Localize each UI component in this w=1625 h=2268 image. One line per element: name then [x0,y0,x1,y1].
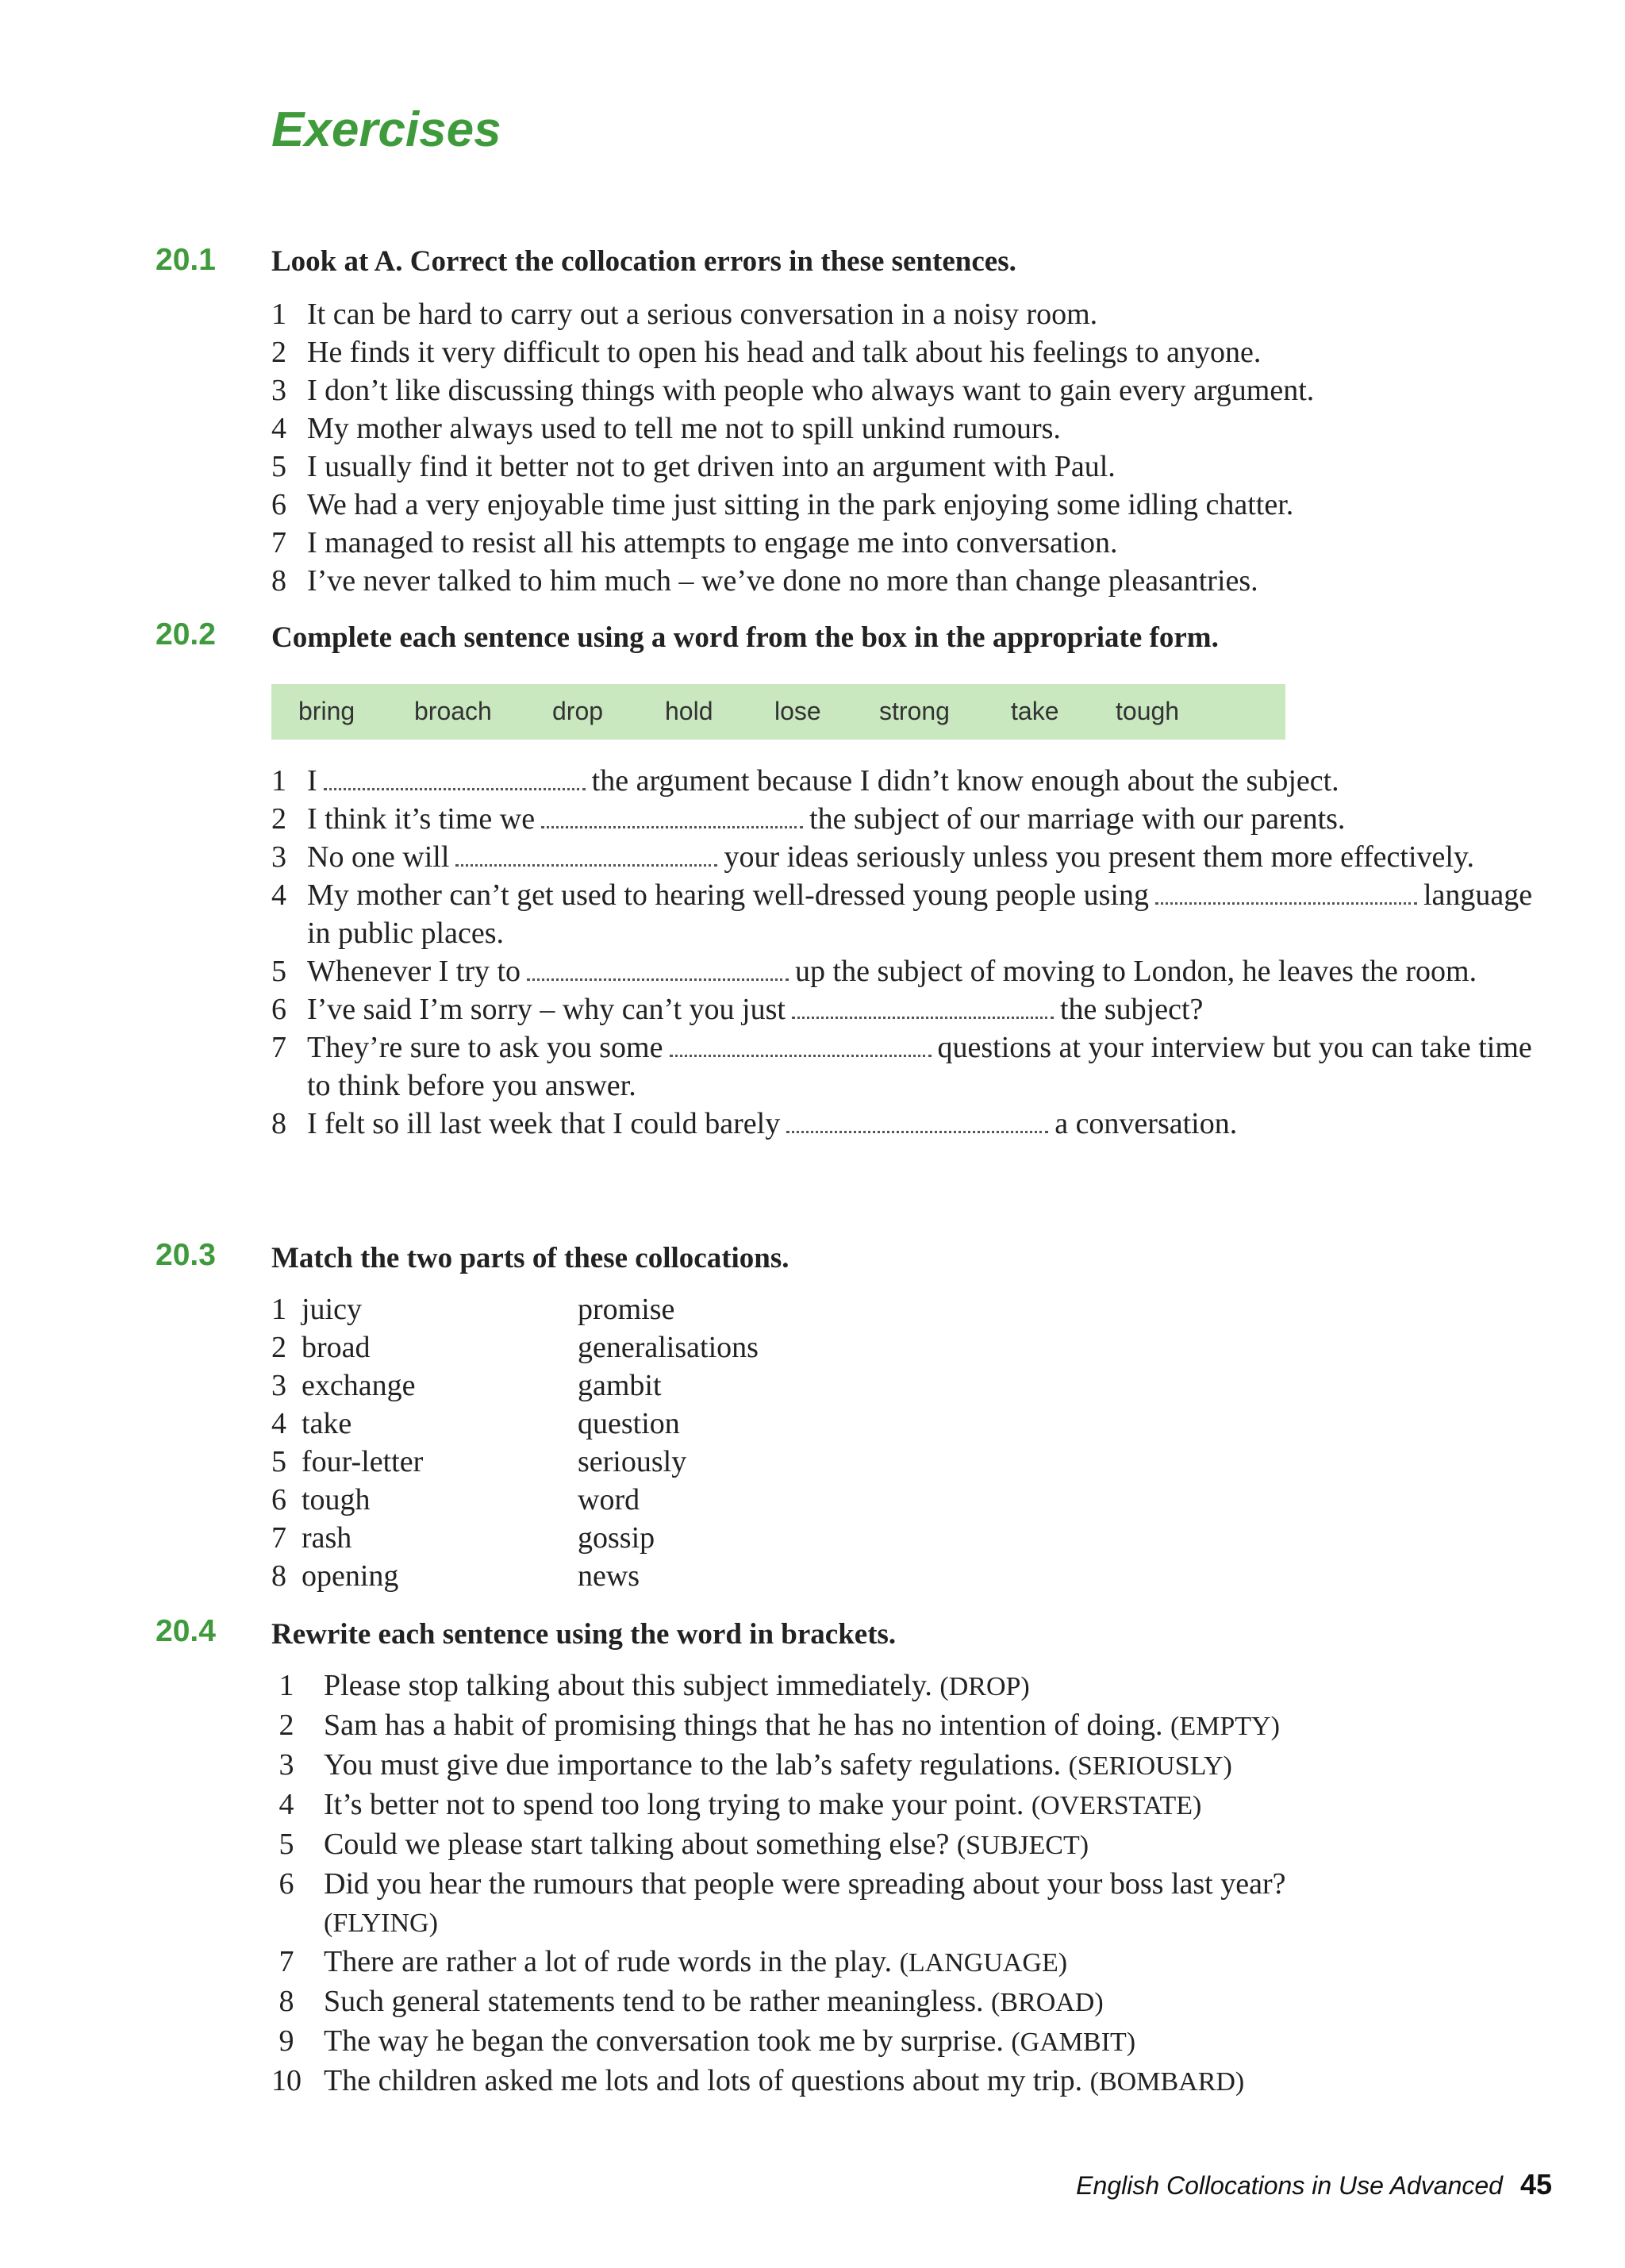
list-item: 7 They’re sure to ask you some questions at your interview but you can take time to think before you answer. [271,1031,1532,1102]
box-word: lose [774,697,821,725]
bracket-word: (LANGUAGE) [899,1948,1068,1978]
list-item: 4 My mother always used to tell me not to spill unkind rumours. [271,412,1061,445]
box-word: drop [552,697,604,725]
answer-blank[interactable] [670,1047,932,1057]
page-footer [1076,2168,1552,2201]
exercise-instruction: Complete each sentence using a word from the box in the appropriate form. [271,621,1219,654]
match-left-item: 1 juicy [271,1293,362,1326]
exercise-list [271,762,1541,1143]
match-left-column [271,1290,423,1595]
exercise-instruction: Match the two parts of these collocations. [271,1242,789,1274]
match-left-item: 2 broad [271,1331,371,1364]
match-left-item: 4 take [271,1407,352,1440]
bracket-word: (BROAD) [991,1988,1104,2017]
answer-blank[interactable] [786,1123,1048,1133]
list-item: 2 He finds it very difficult to open his head and talk about his feelings to anyone. [271,336,1262,369]
book-title: English Collocations in Use Advanced [1076,2171,1503,2200]
box-word: broach [414,697,492,725]
answer-blank[interactable] [541,818,803,828]
list-item: 8 Such general statements tend to be rather meaningless. (BROAD) [271,1985,1104,2018]
answer-blank[interactable] [324,780,586,790]
list-item: 2 Sam has a habit of promising things that he has no intention of doing. (EMPTY) [271,1709,1280,1742]
match-right-item: seriously [578,1445,687,1478]
bracket-word: (EMPTY) [1170,1712,1280,1741]
exercise-instruction: Rewrite each sentence using the word in brackets. [271,1618,897,1651]
list-item: 6 Did you hear the rumours that people were spreading about your boss last year? (FLYING) [271,1867,1286,1938]
exercise-list [271,1666,1398,2101]
page-title: Exercises [271,102,501,157]
list-item: 7 There are rather a lot of rude words in the play. (LANGUAGE) [271,1945,1068,1978]
word-box [271,684,1285,740]
match-left-item: 3 exchange [271,1369,416,1402]
list-item: 4 It’s better not to spend too long trying to make your point. (OVERSTATE) [271,1788,1202,1821]
list-item: 6 We had a very enjoyable time just sitting in the park enjoying some idling chatter. [271,488,1294,521]
match-right-item: generalisations [578,1331,759,1364]
match-left-item: 8 opening [271,1559,399,1593]
list-item: 1 I the argument because I didn’t know enough about the subject. [271,764,1339,798]
match-right-item: question [578,1407,680,1440]
list-item: 7 I managed to resist all his attempts to engage me into conversation. [271,526,1118,559]
list-item: 10 The children asked me lots and lots of questions about my trip. (BOMBARD) [271,2064,1245,2097]
list-item: 9 The way he began the conversation took me by surprise. (GAMBIT) [271,2024,1136,2058]
match-right-item: promise [578,1293,675,1326]
exercise-number: 20.4 [156,1614,216,1648]
match-left-item: 6 tough [271,1483,371,1516]
exercise-number: 20.2 [156,617,216,652]
exercise-list [271,295,1541,600]
exercise-number: 20.3 [156,1238,216,1272]
exercise-instruction: Look at A. Correct the collocation errors in these sentences. [271,245,1016,278]
list-item: 5 Whenever I try to up the subject of moving to London, he leaves the room. [271,955,1477,988]
box-word: take [1011,697,1059,725]
match-right-item: word [578,1483,640,1516]
list-item: 4 My mother can’t get used to hearing well-dressed young people using language in public places. [271,878,1533,950]
list-item: 5 I usually find it better not to get driven into an argument with Paul. [271,450,1116,483]
box-word: tough [1116,697,1180,725]
answer-blank[interactable] [455,856,717,867]
list-item: 3 You must give due importance to the lab’s safety regulations. (SERIOUSLY) [271,1748,1232,1782]
page-number: 45 [1519,2168,1552,2201]
match-right-column [578,1290,759,1595]
exercise-number: 20.1 [156,243,216,277]
match-right-item: gossip [578,1521,655,1555]
box-word: hold [665,697,713,725]
list-item: 8 I felt so ill last week that I could barely a conversation. [271,1107,1238,1140]
box-word: strong [879,697,950,725]
list-item: 5 Could we please start talking about something else? (SUBJECT) [271,1828,1089,1861]
bracket-word: (DROP) [939,1672,1030,1701]
list-item: 2 I think it’s time we the subject of our marriage with our parents. [271,802,1346,836]
list-item: 1 It can be hard to carry out a serious conversation in a noisy room. [271,298,1098,331]
list-item: 1 Please stop talking about this subject immediately. (DROP) [271,1669,1030,1702]
match-left-item: 5 four-letter [271,1445,424,1478]
answer-blank[interactable] [527,971,789,981]
list-item: 3 I don’t like discussing things with people who always want to gain every argument. [271,374,1315,407]
bracket-word: (FLYING) [324,1909,438,1938]
list-item: 6 I’ve said I’m sorry – why can’t you just the subject? [271,993,1204,1026]
answer-blank[interactable] [792,1009,1054,1019]
list-item: 8 I’ve never talked to him much – we’ve done no more than change pleasantries. [271,564,1258,598]
answer-blank[interactable] [1155,894,1417,905]
box-word: bring [298,697,355,725]
match-right-item: news [578,1559,640,1593]
bracket-word: (OVERSTATE) [1031,1791,1202,1820]
bracket-word: (BOMBARD) [1089,2067,1245,2097]
match-right-item: gambit [578,1369,662,1402]
list-item: 3 No one will your ideas seriously unless you present them more effectively. [271,840,1474,874]
match-left-item: 7 rash [271,1521,352,1555]
bracket-word: (SUBJECT) [956,1831,1089,1860]
bracket-word: (GAMBIT) [1011,2028,1136,2057]
bracket-word: (SERIOUSLY) [1068,1751,1232,1781]
